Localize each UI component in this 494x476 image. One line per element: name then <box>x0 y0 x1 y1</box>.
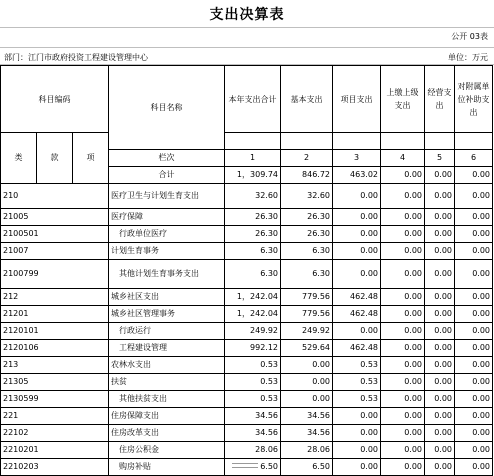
value-col6: 0.00 <box>455 459 493 476</box>
value-col3: 0.00 <box>333 209 381 226</box>
value-col6: 0.00 <box>455 374 493 391</box>
header-n5 <box>425 133 455 150</box>
col-number-2: 2 <box>281 150 333 167</box>
col-number-1: 1 <box>225 150 281 167</box>
header-col3: 项目支出 <box>333 66 381 133</box>
value-col4: 0.00 <box>381 425 425 442</box>
value-col4: 0.00 <box>381 260 425 289</box>
value-col2: 32.60 <box>281 184 333 209</box>
value-col1: 6.30 <box>225 243 281 260</box>
divider <box>0 27 494 28</box>
header-row <box>1 66 493 133</box>
header-col4: 上缴上级支出 <box>381 66 425 133</box>
header-xiang: 项 <box>73 133 109 184</box>
col-number-4: 4 <box>381 150 425 167</box>
col-number-3: 3 <box>333 150 381 167</box>
value-col2: 34.56 <box>281 425 333 442</box>
value-col5: 0.00 <box>425 243 455 260</box>
subject-name: 医疗卫生与计划生育支出 <box>109 184 225 209</box>
value-col6: 0.00 <box>455 391 493 408</box>
table-row <box>1 260 493 289</box>
value-col4: 0.00 <box>381 243 425 260</box>
value-col2: 249.92 <box>281 323 333 340</box>
value-col5: 0.00 <box>425 209 455 226</box>
value-col1: 34.56 <box>225 425 281 442</box>
subject-name: 购房补贴 <box>109 459 225 476</box>
value-col6: 0.00 <box>455 442 493 459</box>
resize-handle[interactable] <box>232 463 258 468</box>
value-col3: 0.00 <box>333 323 381 340</box>
header-row <box>1 133 493 150</box>
value-col3: 0.00 <box>333 459 381 476</box>
value-col1: 992.12 <box>225 340 281 357</box>
subject-code: 221 <box>1 408 109 425</box>
header-col1: 本年支出合计 <box>225 66 281 133</box>
subject-code: 2210203 <box>1 459 109 476</box>
total-col4: 0.00 <box>381 167 425 184</box>
subject-name: 扶贫 <box>109 374 225 391</box>
subject-code: 2120106 <box>1 340 109 357</box>
subject-name: 住房保障支出 <box>109 408 225 425</box>
header-col5: 经营支出 <box>425 66 455 133</box>
total-label: 合计 <box>109 167 225 184</box>
header-n4 <box>381 133 425 150</box>
value-col3: 0.00 <box>333 243 381 260</box>
table-row <box>1 408 493 425</box>
value-col4: 0.00 <box>381 323 425 340</box>
header-name: 科目名称 <box>109 66 225 150</box>
value-col4: 0.00 <box>381 289 425 306</box>
value-col2: 6.50 <box>281 459 333 476</box>
total-col2: 846.72 <box>281 167 333 184</box>
value-col1: 6.30 <box>225 260 281 289</box>
value-col1: 26.30 <box>225 226 281 243</box>
expenditure-table <box>0 65 493 476</box>
table-row <box>1 425 493 442</box>
value-col3: 0.53 <box>333 374 381 391</box>
total-col6: 0.00 <box>455 167 493 184</box>
value-col2: 0.00 <box>281 391 333 408</box>
value-col3: 0.53 <box>333 391 381 408</box>
value-col3: 462.48 <box>333 306 381 323</box>
subject-name: 其他计划生育事务支出 <box>109 260 225 289</box>
total-col1: 1，309.74 <box>225 167 281 184</box>
subject-code: 213 <box>1 357 109 374</box>
header-kuan: 款 <box>37 133 73 184</box>
value-col3: 0.00 <box>333 184 381 209</box>
value-col2: 0.00 <box>281 374 333 391</box>
value-col5: 0.00 <box>425 323 455 340</box>
table-row <box>1 306 493 323</box>
value-col6: 0.00 <box>455 323 493 340</box>
table-row <box>1 391 493 408</box>
subject-name: 计划生育事务 <box>109 243 225 260</box>
table-row <box>1 209 493 226</box>
table-row <box>1 357 493 374</box>
subject-code: 21007 <box>1 243 109 260</box>
subject-name: 其他扶贫支出 <box>109 391 225 408</box>
table-row <box>1 442 493 459</box>
header-n6 <box>455 133 493 150</box>
value-col1: 6.50 <box>225 459 281 476</box>
value-col6: 0.00 <box>455 340 493 357</box>
value-col3: 462.48 <box>333 289 381 306</box>
value-col5: 0.00 <box>425 260 455 289</box>
value-col1: 0.53 <box>225 391 281 408</box>
value-col3: 0.53 <box>333 357 381 374</box>
value-col1: 26.30 <box>225 209 281 226</box>
value-col3: 0.00 <box>333 226 381 243</box>
value-col2: 529.64 <box>281 340 333 357</box>
table-row <box>1 323 493 340</box>
value-col1: 32.60 <box>225 184 281 209</box>
value-col3: 0.00 <box>333 408 381 425</box>
value-col4: 0.00 <box>381 374 425 391</box>
subject-name: 行政单位医疗 <box>109 226 225 243</box>
header-n1 <box>225 133 281 150</box>
table-row <box>1 340 493 357</box>
value-col4: 0.00 <box>381 340 425 357</box>
subject-name: 行政运行 <box>109 323 225 340</box>
value-col6: 0.00 <box>455 408 493 425</box>
value-col4: 0.00 <box>381 209 425 226</box>
value-col6: 0.00 <box>455 226 493 243</box>
value-col5: 0.00 <box>425 289 455 306</box>
value-col6: 0.00 <box>455 243 493 260</box>
subject-name: 城乡社区支出 <box>109 289 225 306</box>
value-col2: 26.30 <box>281 209 333 226</box>
header-col2: 基本支出 <box>281 66 333 133</box>
subject-name: 住房公积金 <box>109 442 225 459</box>
value-col2: 28.06 <box>281 442 333 459</box>
subject-name: 农林水支出 <box>109 357 225 374</box>
unit-label: 单位：万元 <box>448 53 488 62</box>
value-col2: 779.56 <box>281 289 333 306</box>
subject-code: 21005 <box>1 209 109 226</box>
divider <box>0 47 494 48</box>
value-col6: 0.00 <box>455 357 493 374</box>
value-col5: 0.00 <box>425 442 455 459</box>
value-col5: 0.00 <box>425 357 455 374</box>
header-code: 科目编码 <box>1 66 109 133</box>
subject-code: 2120101 <box>1 323 109 340</box>
value-col1: 0.53 <box>225 357 281 374</box>
subject-name: 工程建设管理 <box>109 340 225 357</box>
table-row <box>1 226 493 243</box>
value-col4: 0.00 <box>381 459 425 476</box>
value-col5: 0.00 <box>425 459 455 476</box>
value-col6: 0.00 <box>455 425 493 442</box>
value-col5: 0.00 <box>425 306 455 323</box>
subject-code: 21305 <box>1 374 109 391</box>
value-col2: 779.56 <box>281 306 333 323</box>
value-col2: 26.30 <box>281 226 333 243</box>
value-col3: 462.48 <box>333 340 381 357</box>
value-col4: 0.00 <box>381 408 425 425</box>
table-row <box>1 184 493 209</box>
value-col5: 0.00 <box>425 391 455 408</box>
value-col1: 1，242.04 <box>225 289 281 306</box>
value-col5: 0.00 <box>425 408 455 425</box>
table-row <box>1 243 493 260</box>
value-col1: 28.06 <box>225 442 281 459</box>
value-col4: 0.00 <box>381 391 425 408</box>
value-col1: 249.92 <box>225 323 281 340</box>
col-number-5: 5 <box>425 150 455 167</box>
value-col4: 0.00 <box>381 226 425 243</box>
value-col4: 0.00 <box>381 306 425 323</box>
subject-code: 2130599 <box>1 391 109 408</box>
value-col4: 0.00 <box>381 442 425 459</box>
total-col5: 0.00 <box>425 167 455 184</box>
value-col5: 0.00 <box>425 425 455 442</box>
col-number-6: 6 <box>455 150 493 167</box>
value-col2: 6.30 <box>281 260 333 289</box>
table-row <box>1 289 493 306</box>
value-col1: 0.53 <box>225 374 281 391</box>
value-col2: 34.56 <box>281 408 333 425</box>
value-col4: 0.00 <box>381 184 425 209</box>
value-col3: 0.00 <box>333 425 381 442</box>
value-col6: 0.00 <box>455 260 493 289</box>
subject-code: 2100501 <box>1 226 109 243</box>
value-col5: 0.00 <box>425 184 455 209</box>
subject-code: 21201 <box>1 306 109 323</box>
value-col6: 0.00 <box>455 184 493 209</box>
value-col2: 0.00 <box>281 357 333 374</box>
value-col6: 0.00 <box>455 209 493 226</box>
value-col5: 0.00 <box>425 374 455 391</box>
header-lei: 类 <box>1 133 37 184</box>
lanci-label: 栏次 <box>109 150 225 167</box>
subject-code: 2210201 <box>1 442 109 459</box>
value-col6: 0.00 <box>455 306 493 323</box>
value-col1: 1，242.04 <box>225 306 281 323</box>
subject-name: 医疗保障 <box>109 209 225 226</box>
report-title: 支出决算表 <box>209 7 285 23</box>
subject-name: 城乡社区管理事务 <box>109 306 225 323</box>
value-col1: 34.56 <box>225 408 281 425</box>
value-col6: 0.00 <box>455 289 493 306</box>
table-row <box>1 374 493 391</box>
form-number: 公开 03表 <box>451 32 488 41</box>
department-label: 部门：江门市政府投资工程建设管理中心 <box>4 53 148 62</box>
subject-code: 2100799 <box>1 260 109 289</box>
subject-code: 210 <box>1 184 109 209</box>
total-col3: 463.02 <box>333 167 381 184</box>
value-col3: 0.00 <box>333 260 381 289</box>
value-col2: 6.30 <box>281 243 333 260</box>
subject-name: 住房改革支出 <box>109 425 225 442</box>
header-col6: 对附属单位补助支出 <box>455 66 493 133</box>
value-col5: 0.00 <box>425 340 455 357</box>
subject-code: 212 <box>1 289 109 306</box>
header-n3 <box>333 133 381 150</box>
value-col4: 0.00 <box>381 357 425 374</box>
value-col5: 0.00 <box>425 226 455 243</box>
subject-code: 22102 <box>1 425 109 442</box>
header-n2 <box>281 133 333 150</box>
value-col3: 0.00 <box>333 442 381 459</box>
